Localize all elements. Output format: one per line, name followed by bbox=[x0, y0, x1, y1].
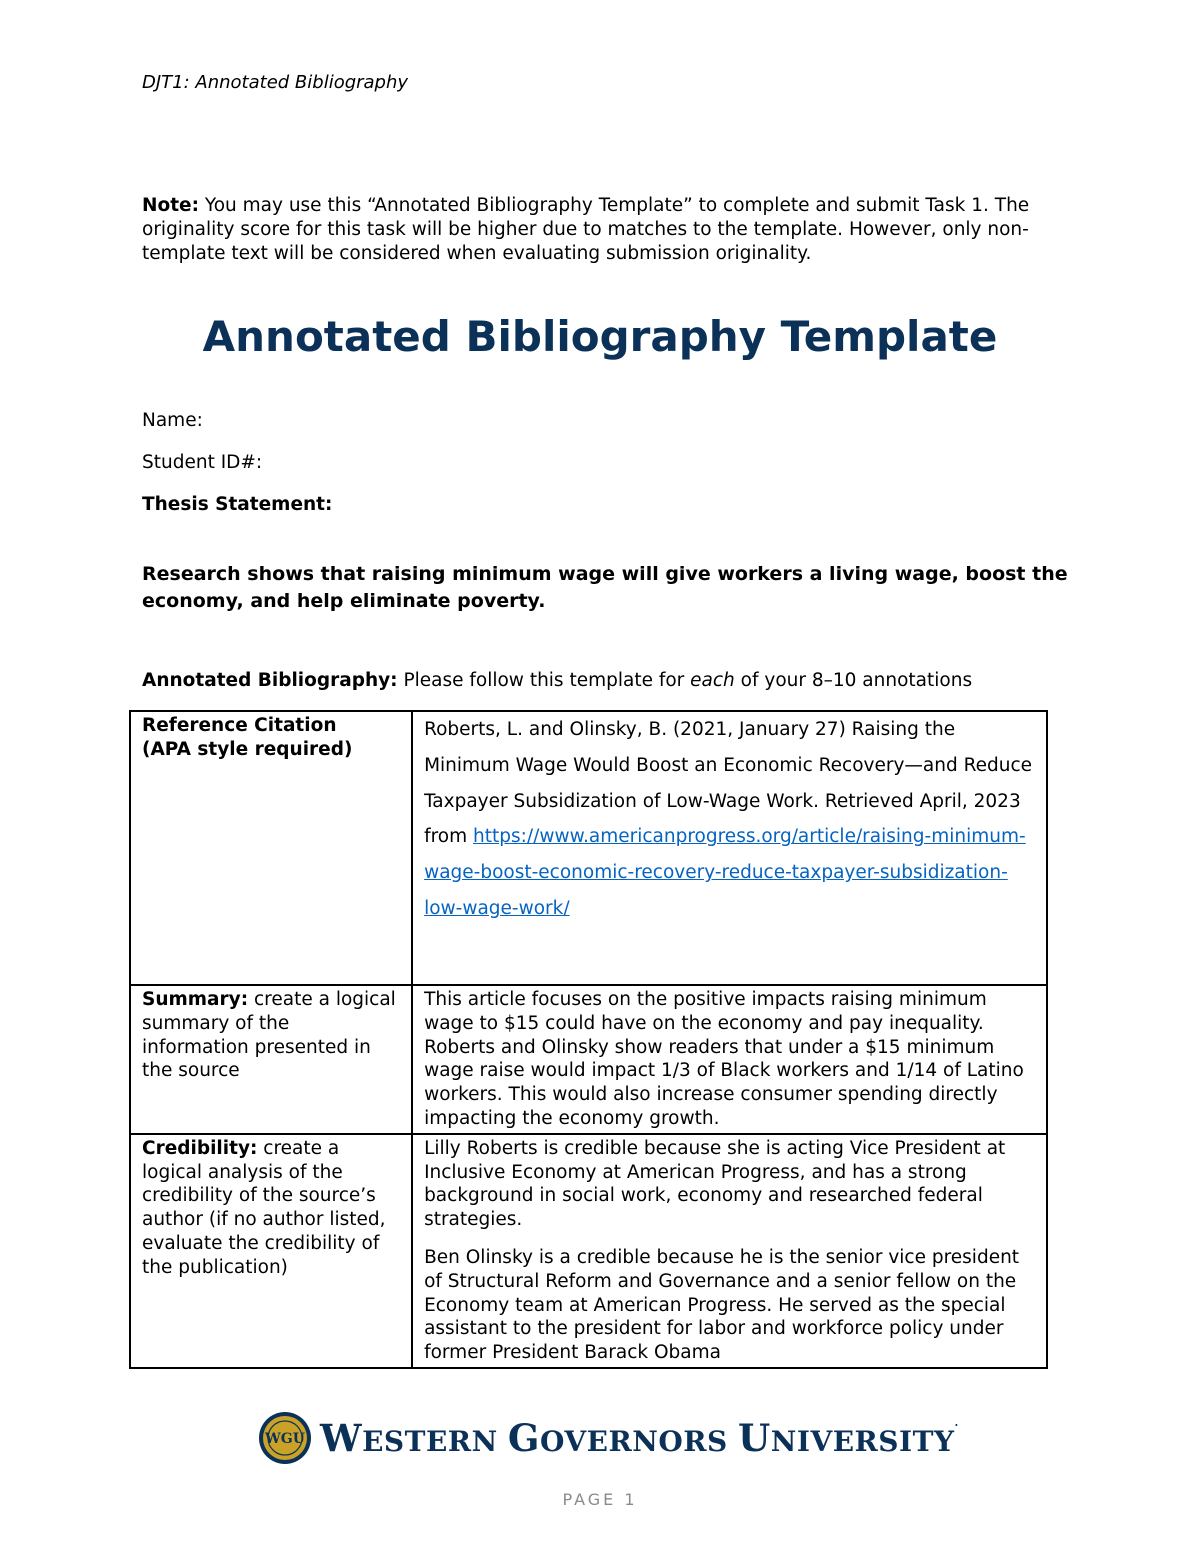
reference-label-sub: (APA style required) bbox=[142, 739, 353, 760]
credibility-label: Credibility: bbox=[142, 1137, 258, 1159]
ab-text-before: Please follow this template for bbox=[397, 670, 691, 691]
annotated-bibliography-heading bbox=[142, 670, 972, 691]
note-label: Note: bbox=[142, 195, 199, 216]
student-id-label: Student ID#: bbox=[142, 452, 263, 473]
thesis-label: Thesis Statement: bbox=[142, 494, 333, 515]
credibility-text-cell bbox=[412, 1134, 1047, 1368]
credibility-paragraph-1: Lilly Roberts is credible because she is acting Vice President at Inclusive Economy at American Progress, and has a strong background in social work, economy and researched federal strategies. bbox=[424, 1137, 1006, 1231]
wordmark-g: G bbox=[507, 1416, 541, 1460]
wordmark-tm: . bbox=[954, 1416, 959, 1429]
page-number: PAGE 1 bbox=[562, 1490, 638, 1509]
wordmark-overnors: OVERNORS bbox=[540, 1425, 738, 1458]
wordmark-w: W bbox=[320, 1416, 363, 1460]
wordmark-niversity: NIVERSITY bbox=[770, 1425, 955, 1458]
reference-citation-cell bbox=[412, 711, 1047, 985]
credibility-row bbox=[130, 1134, 1047, 1368]
reference-url-link[interactable]: https://www.americanprogress.org/article/raising-minimum-wage-boost-economic-recovery-reduce-taxpayer-subsidization-low-wage-work/ bbox=[424, 826, 1026, 919]
seal-letters: WGU bbox=[265, 1431, 305, 1447]
credibility-paragraph-2: Ben Olinsky is a credible because he is the senior vice president of Structural Reform and Governance and a senior fellow on the Economy team at American Progress. He served as the special assistant to the president for labor and workforce policy under former President Barack Obama bbox=[424, 1246, 1020, 1364]
wordmark-estern: ESTERN bbox=[362, 1425, 508, 1458]
credibility-prompt: create a logical analysis of the credibility of the source’s author (if no author listed, evaluate the credibility of the publication) bbox=[142, 1137, 386, 1278]
reference-citation: Roberts, L. and Olinsky, B. (2021, January 27) Raising the Minimum Wage Would Boost an Economic Recovery—and Reduce Taxpayer Subsidization of Low-Wage Work. Retrieved April, 2023 from bbox=[424, 719, 1033, 848]
wgu-wordmark bbox=[320, 1416, 959, 1460]
wgu-logo bbox=[258, 1411, 959, 1465]
annotation-table bbox=[129, 710, 1048, 1369]
ab-label: Annotated Bibliography: bbox=[142, 670, 398, 691]
summary-label: Summary: bbox=[142, 989, 249, 1010]
summary-row bbox=[130, 985, 1047, 1134]
ab-text-after: of your 8–10 annotations bbox=[734, 670, 973, 691]
wgu-seal-icon bbox=[258, 1411, 312, 1465]
summary-text-cell: This article focuses on the positive impacts raising minimum wage to $15 could have on the economy and pay inequality. Roberts and Olinsky show readers that under a $15 minimum wage raise would impact 1/3 of Black workers and 1/14 of Latino workers. This would also increase consumer spending directly impacting the economy growth. bbox=[412, 985, 1047, 1134]
reference-row bbox=[130, 711, 1047, 985]
page-title: Annotated Bibliography Template bbox=[202, 312, 998, 361]
summary-prompt: create a logical summary of the information presented in the source bbox=[142, 989, 396, 1082]
summary-label-cell bbox=[130, 985, 412, 1134]
reference-label-cell bbox=[130, 711, 412, 985]
document-header: DJT1: Annotated Bibliography bbox=[142, 72, 409, 93]
thesis-statement: Research shows that raising minimum wage will give workers a living wage, boost the economy, and help eliminate poverty. bbox=[142, 563, 1068, 612]
ab-emphasis: each bbox=[690, 670, 735, 691]
reference-label: Reference Citation bbox=[142, 715, 337, 736]
wordmark-u: U bbox=[738, 1416, 771, 1460]
note-text: You may use this “Annotated Bibliography Template” to complete and submit Task 1. The originality score for this task will be higher due to matches to the template. However, only non-template text will be considered when evaluating submission originality. bbox=[142, 195, 1030, 264]
note-paragraph bbox=[142, 194, 1062, 266]
credibility-label-cell bbox=[130, 1134, 412, 1368]
name-label: Name: bbox=[142, 410, 203, 431]
